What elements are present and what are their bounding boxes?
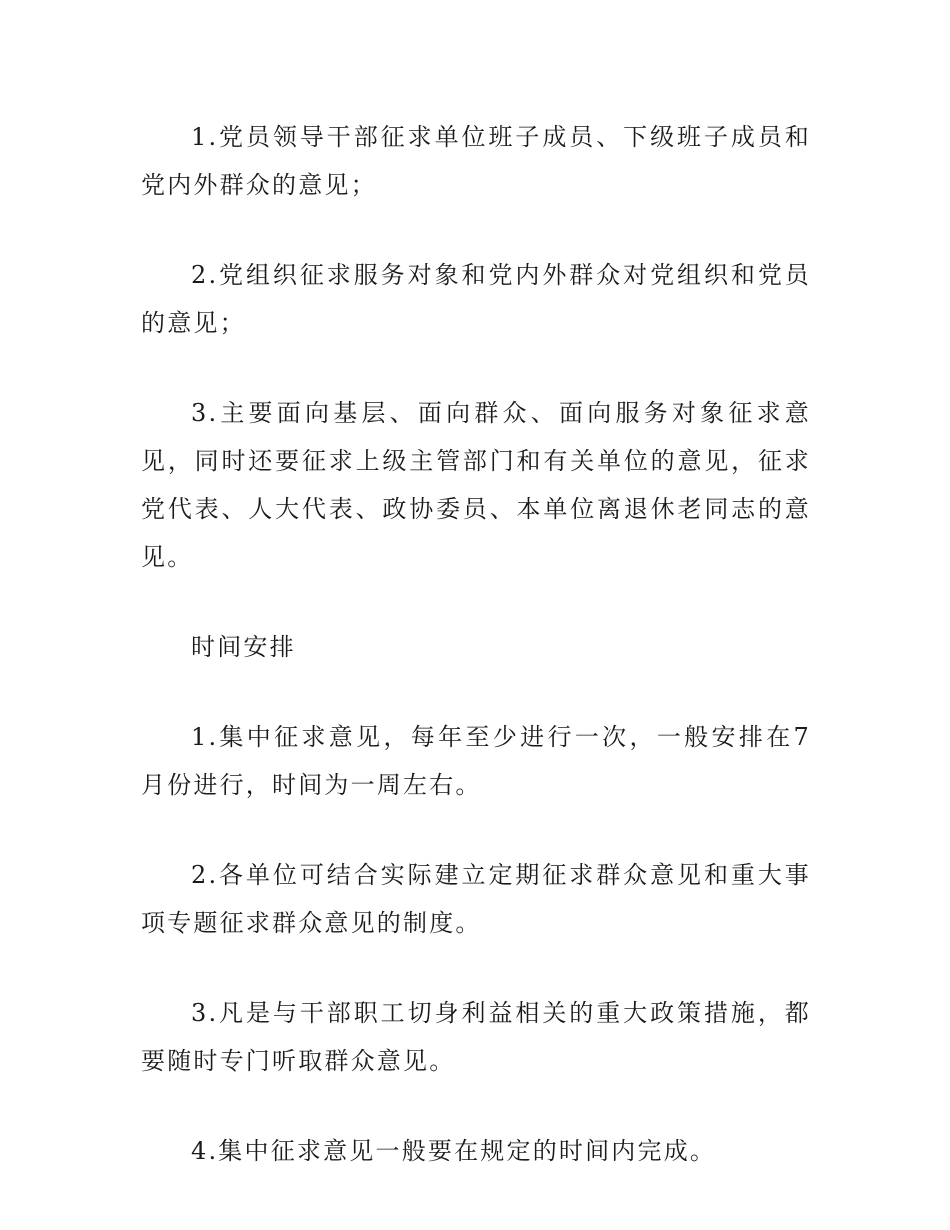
paragraph-opinion-source-3: 3.主要面向基层、面向群众、面向服务对象征求意见，同时还要征求上级主管部门和有关单位的意见，征求党代表、人大代表、政协委员、本单位离退休老同志的意见。 bbox=[141, 399, 811, 571]
paragraph-schedule-2: 2.各单位可结合实际建立定期征求群众意见和重大事项专题征求群众意见的制度。 bbox=[141, 861, 811, 937]
paragraph-opinion-source-1: 1.党员领导干部征求单位班子成员、下级班子成员和党内外群众的意见； bbox=[141, 123, 811, 199]
paragraph-schedule-1: 1.集中征求意见，每年至少进行一次，一般安排在7月份进行，时间为一周左右。 bbox=[141, 723, 811, 799]
paragraph-opinion-source-2: 2.党组织征求服务对象和党内外群众对党组织和党员的意见； bbox=[141, 261, 811, 337]
document-body bbox=[141, 113, 811, 1217]
section-heading-schedule: 时间安排 bbox=[191, 633, 296, 661]
paragraph-schedule-4: 4.集中征求意见一般要在规定的时间内完成。 bbox=[191, 1137, 717, 1165]
paragraph-schedule-3: 3.凡是与干部职工切身利益相关的重大政策措施，都要随时专门听取群众意见。 bbox=[141, 999, 811, 1075]
